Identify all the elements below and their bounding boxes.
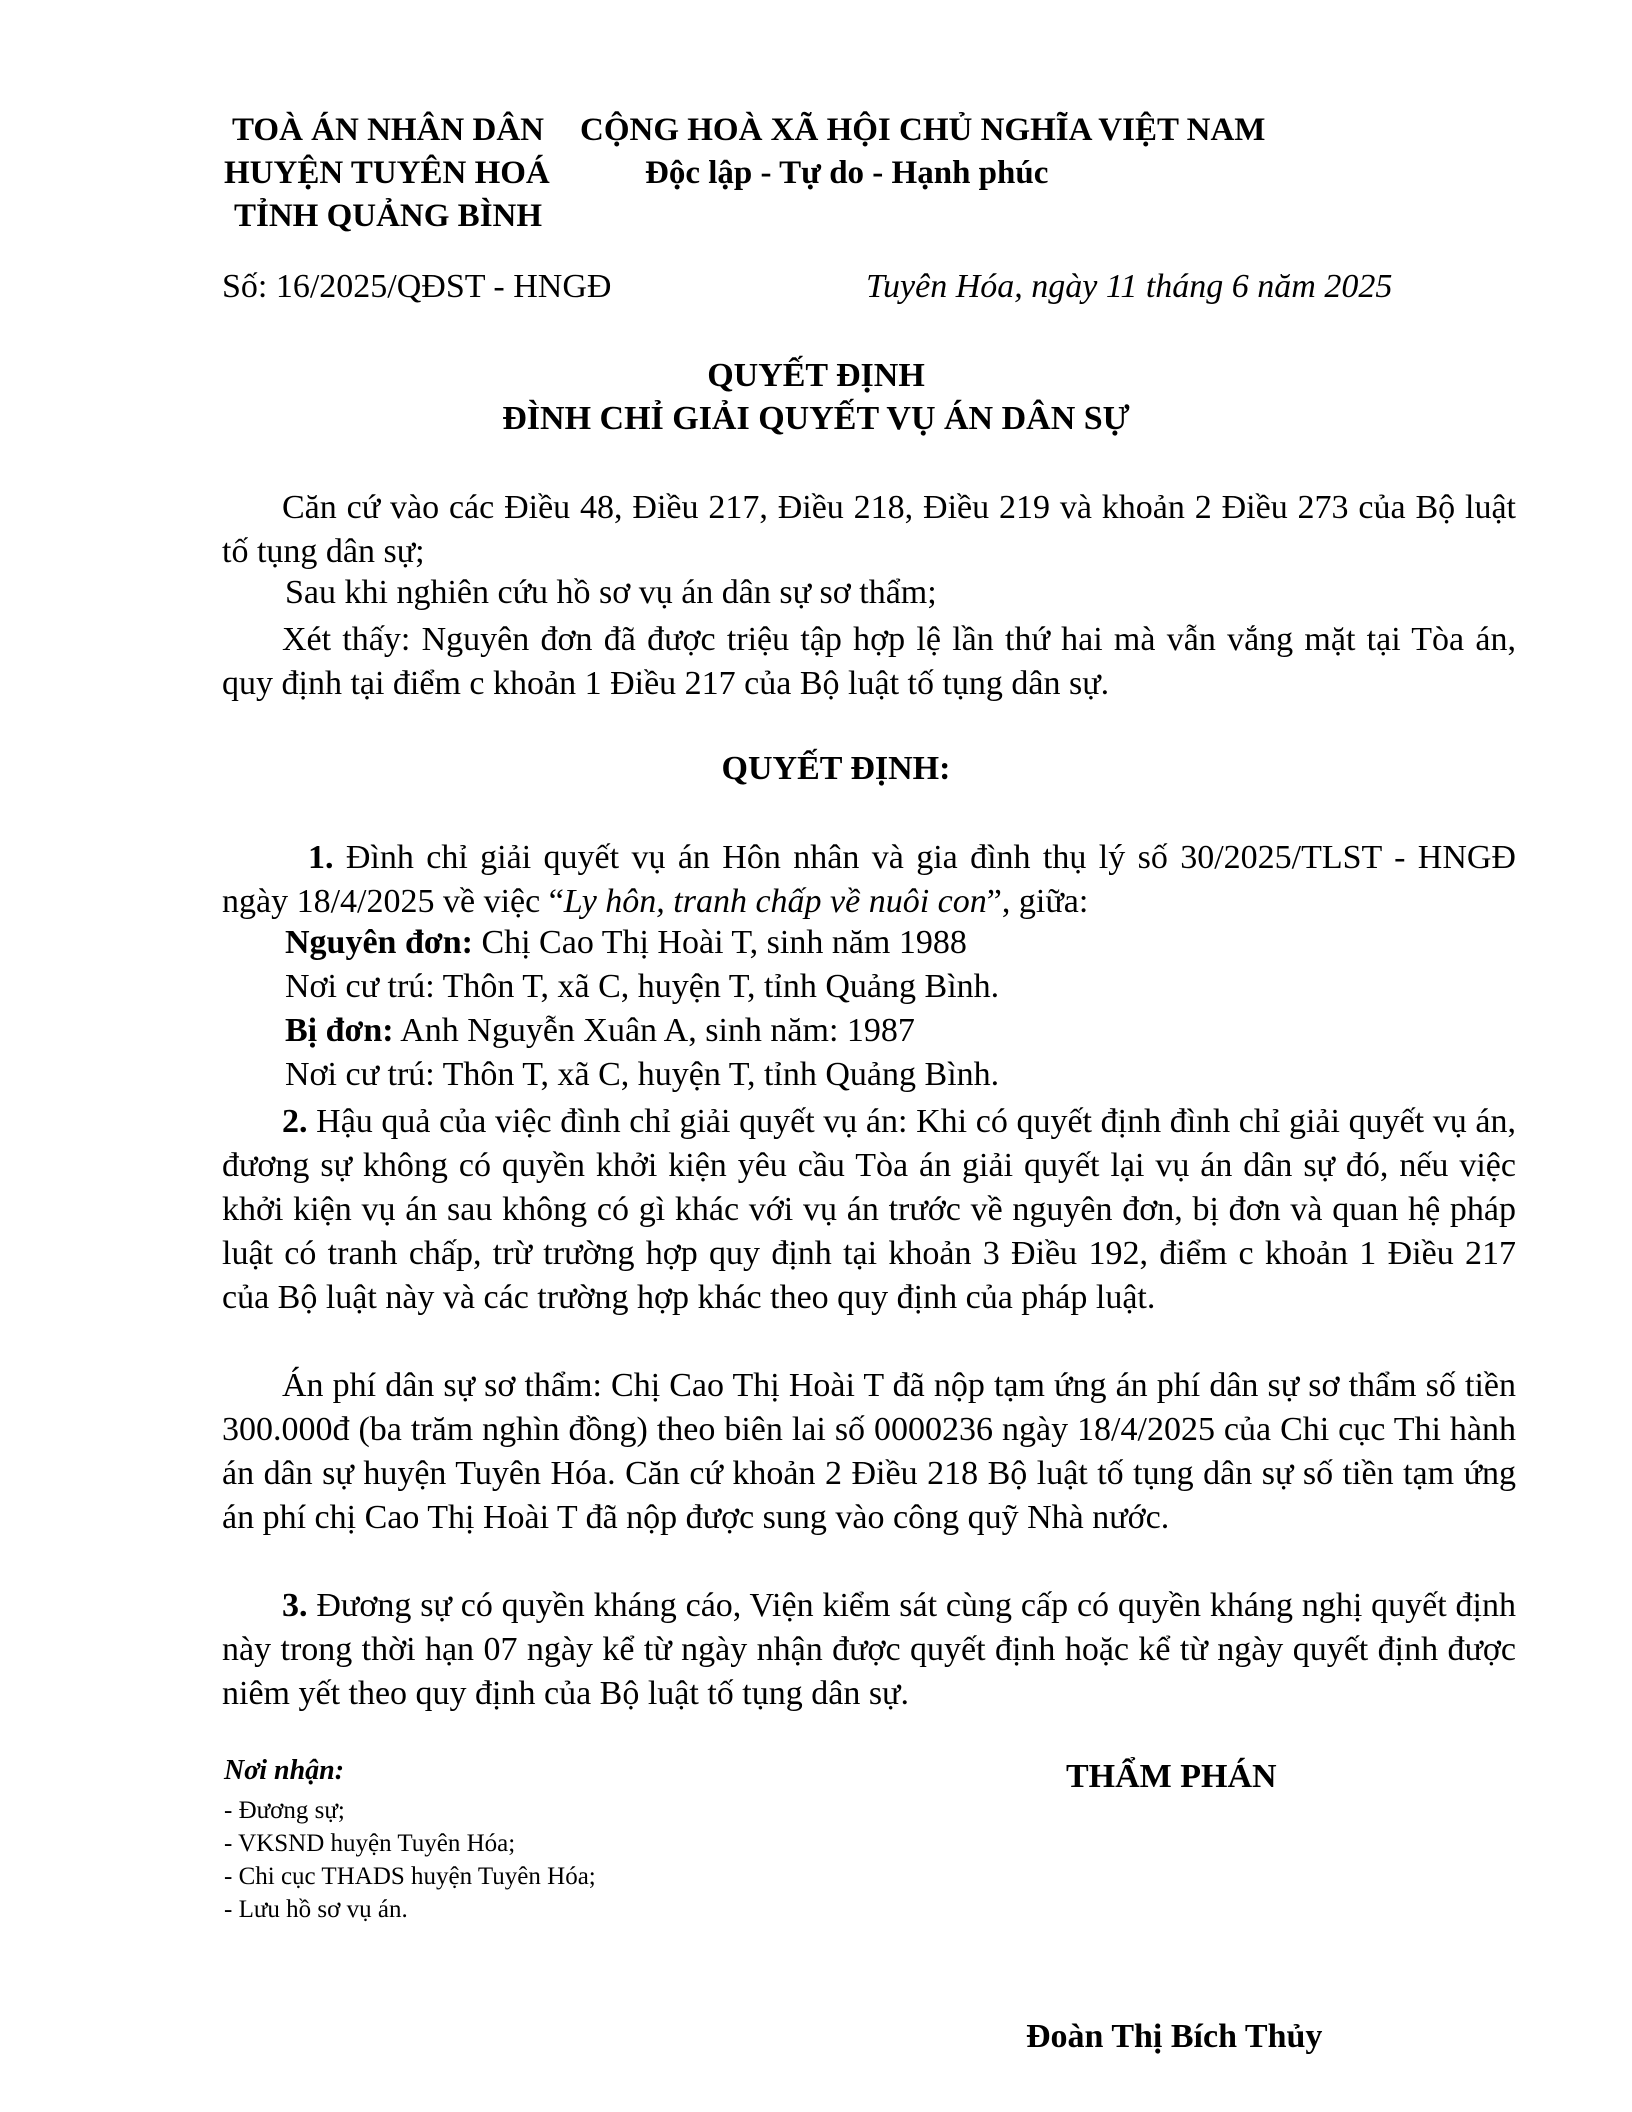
recipient-item: - Chi cục THADS huyện Tuyên Hóa; (224, 1863, 596, 1890)
recipient-item: - VKSND huyện Tuyên Hóa; (224, 1830, 516, 1857)
decision-item-1: 1. Đình chỉ giải quyết vụ án Hôn nhân và gia đình thụ lý số 30/2025/TLST - HNGĐ ngày 18/4/2025 về việc “Ly hôn, tranh chấp về nuôi con”, giữa: (222, 839, 1516, 920)
court-province: TỈNH QUẢNG BÌNH (234, 198, 543, 234)
decision-item-3: 3. Đương sự có quyền kháng cáo, Viện kiểm sát cùng cấp có quyền kháng nghị quyết định này trong thời hạn 07 ngày kể từ ngày nhận được quyết định hoặc kể từ ngày quyết định được niêm yết theo quy định của Bộ luật tố tụng dân sự. (222, 1587, 1516, 1712)
document-number: Số: 16/2025/QĐST - HNGĐ (222, 268, 612, 305)
plaintiff-address: Nơi cư trú: Thôn T, xã C, huyện T, tỉnh Quảng Bình. (285, 968, 1000, 1005)
signer-name: Đoàn Thị Bích Thủy (1026, 2018, 1323, 2055)
decision-heading: QUYẾT ĐỊNH: (721, 750, 951, 787)
preamble-finding: Xét thấy: Nguyên đơn đã được triệu tập hợp lệ lần thứ hai mà vẫn vắng mặt tại Tòa án, quy định tại điểm c khoản 1 Điều 217 của Bộ luật tố tụng dân sự. (222, 621, 1516, 702)
defendant-line: Bị đơn: Anh Nguyễn Xuân A, sinh năm: 1987 (285, 1012, 915, 1049)
signer-title: THẨM PHÁN (1066, 1758, 1277, 1795)
plaintiff-line: Nguyên đơn: Chị Cao Thị Hoài T, sinh năm 1988 (285, 924, 967, 961)
recipients-label: Nơi nhận: (224, 1755, 345, 1786)
national-title: CỘNG HOÀ XÃ HỘI CHỦ NGHĨA VIỆT NAM (580, 112, 1266, 148)
preamble-review: Sau khi nghiên cứu hồ sơ vụ án dân sự sơ thẩm; (285, 574, 937, 611)
decision-item-2: 2. Hậu quả của việc đình chỉ giải quyết vụ án: Khi có quyết định đình chỉ giải quyết vụ án, đương sự không có quyền khởi kiện yêu cầu Tòa án giải quyết lại vụ án dân sự đó, nếu việc khởi kiện vụ án sau không có gì khác với vụ án trước về nguyên đơn, bị đơn và quan hệ pháp luật có tranh chấp, trừ trường hợp quy định tại khoản 3 Điều 192, điểm c khoản 1 Điều 217 của Bộ luật này và các trường hợp khác theo quy định của pháp luật. (222, 1103, 1516, 1316)
court-name: TOÀ ÁN NHÂN DÂN (232, 112, 544, 148)
defendant-address: Nơi cư trú: Thôn T, xã C, huyện T, tỉnh Quảng Bình. (285, 1056, 1000, 1093)
national-motto: Độc lập - Tự do - Hạnh phúc (645, 155, 1049, 191)
court-district: HUYỆN TUYÊN HOÁ (224, 155, 550, 191)
court-fee-paragraph: Án phí dân sự sơ thẩm: Chị Cao Thị Hoài T đã nộp tạm ứng án phí dân sự sơ thẩm số tiền 300.000đ (ba trăm nghìn đồng) theo biên lai số 0000236 ngày 18/4/2025 của Chi cục Thi hành án dân sự huyện Tuyên Hóa. Căn cứ khoản 2 Điều 218 Bộ luật tố tụng dân sự số tiền tạm ứng án phí chị Cao Thị Hoài T đã nộp được sung vào công quỹ Nhà nước. (222, 1367, 1516, 1536)
document-date: Tuyên Hóa, ngày 11 tháng 6 năm 2025 (866, 268, 1393, 305)
document-title: QUYẾT ĐỊNH (707, 357, 925, 394)
document-subtitle: ĐÌNH CHỈ GIẢI QUYẾT VỤ ÁN DÂN SỰ (502, 400, 1130, 437)
recipient-item: - Đương sự; (224, 1797, 345, 1824)
recipient-item: - Lưu hồ sơ vụ án. (224, 1896, 408, 1923)
preamble-legal-basis: Căn cứ vào các Điều 48, Điều 217, Điều 218, Điều 219 và khoản 2 Điều 273 của Bộ luật tố tụng dân sự; (222, 489, 1516, 570)
